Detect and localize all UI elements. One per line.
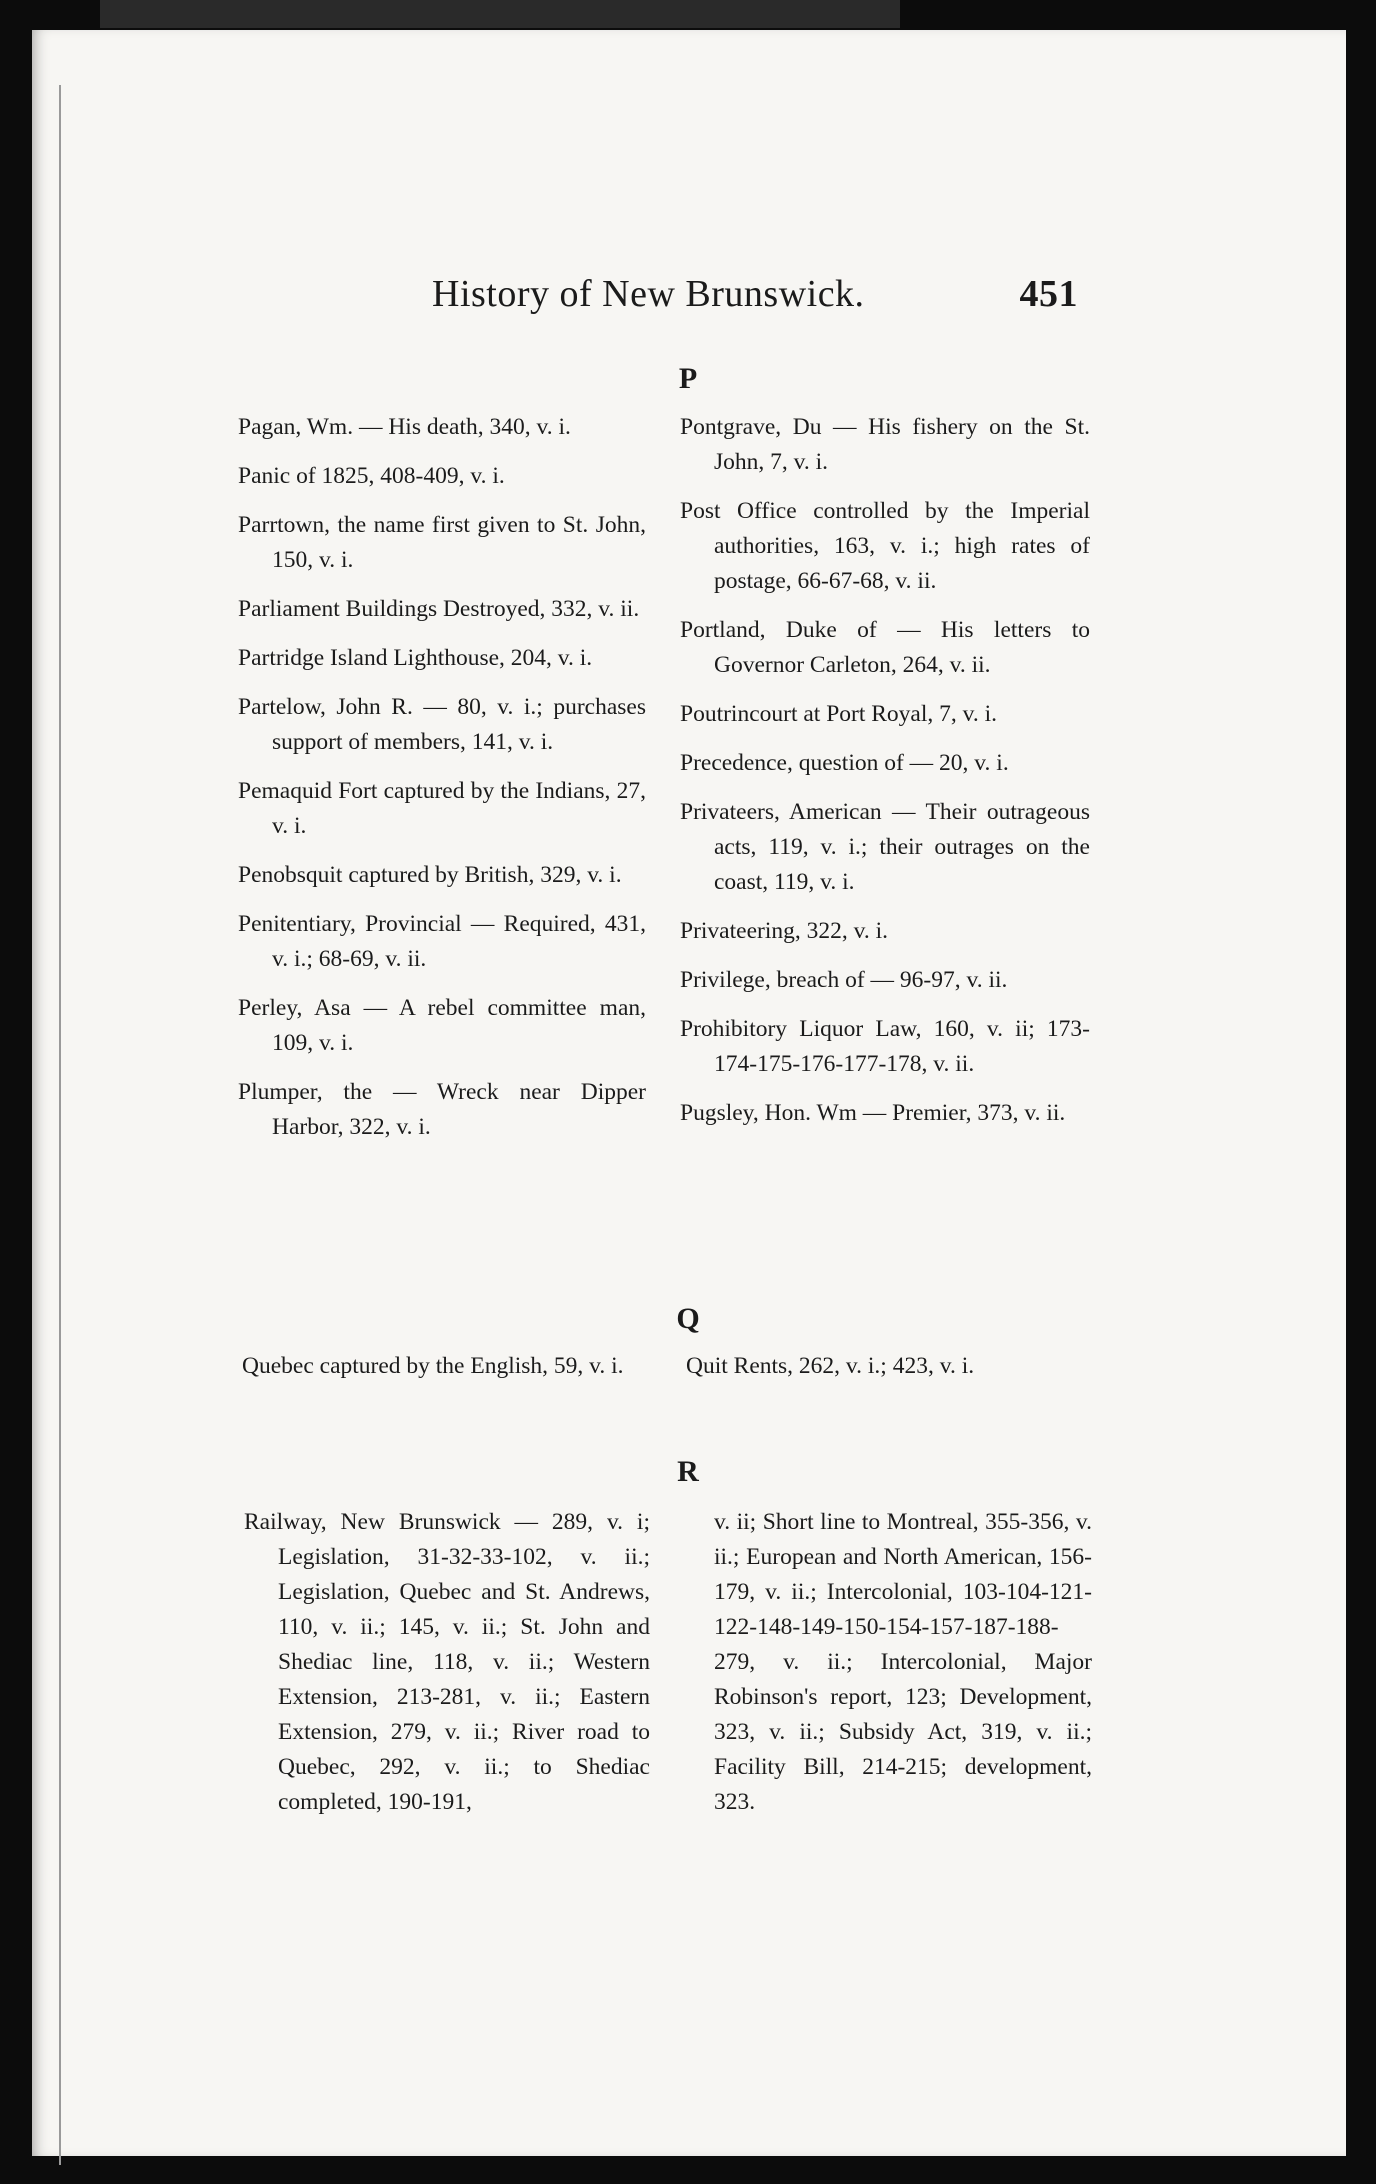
index-entry: Partelow, John R. — 80, v. i.; purchases support of members, 141, v. i. [238,694,646,755]
index-column-r-right [714,1505,1092,1820]
index-entry: Plumper, the — Wreck near Dipper Harbor, 322, v. i. [238,1079,646,1140]
scan-top-strip [100,0,900,28]
index-entry: Prohibitory Liquor Law, 160, v. ii; 173-174-175-176-177-178, v. ii. [680,1016,1090,1077]
index-entry: Portland, Duke of — His letters to Governor Carleton, 264, v. ii. [680,617,1090,678]
index-entry: Quit Rents, 262, v. i.; 423, v. i. [686,1353,975,1379]
section-letter-r: R [677,1455,699,1488]
index-entry: Privateers, American — Their outrageous acts, 119, v. i.; their outrages on the coast, 119, v. i. [680,799,1090,895]
index-entry: Poutrincourt at Port Royal, 7, v. i. [680,701,998,727]
index-entry: Pagan, Wm. — His death, 340, v. i. [238,414,571,440]
index-entry: Post Office controlled by the Imperial authorities, 163, v. i.; high rates of postage, 66-67-68, v. ii. [680,498,1090,594]
page-number: 451 [1019,273,1078,315]
index-column-p-right [680,410,1090,1145]
index-entry: Pontgrave, Du — His fishery on the St. John, 7, v. i. [680,414,1090,475]
section-letter-p: P [678,362,698,395]
index-entry: Parrtown, the name first given to St. John, 150, v. i. [238,512,646,573]
index-entry: Railway, New Brunswick — 289, v. i; Legislation, 31-32-33-102, v. ii.; Legislation, Quebec and St. Andrews, 110, v. ii.; 145, v. ii.; St. John and Shediac line, 118, v. ii.; Western Extension, 213-281, v. ii.; Eastern Extension, 279, v. ii.; River road to Quebec, 292, v. ii.; to Shediac completed, 190-191, [244,1509,650,1815]
index-entry-continued: v. ii; Short line to Montreal, 355-356, v. ii.; European and North American, 156-179, v. ii.; Intercolonial, 103-104-121-122-148-149-150-154-157-187-188-279, v. ii.; Intercolonial, Major Robinson's report, 123; Development, 323, v. ii.; Subsidy Act, 319, v. ii.; Facility Bill, 214-215; development, 323. [714,1509,1092,1815]
index-entry: Parliament Buildings Destroyed, 332, v. ii. [238,596,640,622]
index-entry: Privilege, breach of — 96-97, v. ii. [680,967,1008,993]
index-entry: Pugsley, Hon. Wm — Premier, 373, v. ii. [680,1100,1066,1126]
section-letter-q: Q [676,1302,700,1335]
index-entry: Quebec captured by the English, 59, v. i. [242,1353,624,1379]
index-entry: Precedence, question of — 20, v. i. [680,750,1009,776]
index-entry: Penitentiary, Provincial — Required, 431, v. i.; 68-69, v. ii. [238,911,646,972]
running-head-title: History of New Brunswick. [432,273,865,315]
index-column-q-right [686,1349,1090,1398]
index-entry: Pemaquid Fort captured by the Indians, 27, v. i. [238,778,646,839]
running-head [432,272,1078,332]
index-column-q-left [242,1349,648,1398]
index-entry: Penobsquit captured by British, 329, v. i. [238,862,622,888]
index-entry: Panic of 1825, 408-409, v. i. [238,463,505,489]
page-edge-rule [59,85,61,2165]
index-column-r-left [244,1505,650,1820]
index-entry: Privateering, 322, v. i. [680,918,888,944]
index-column-p-left [238,410,646,1159]
index-entry: Partridge Island Lighthouse, 204, v. i. [238,645,593,671]
index-entry: Perley, Asa — A rebel committee man, 109, v. i. [238,995,646,1056]
